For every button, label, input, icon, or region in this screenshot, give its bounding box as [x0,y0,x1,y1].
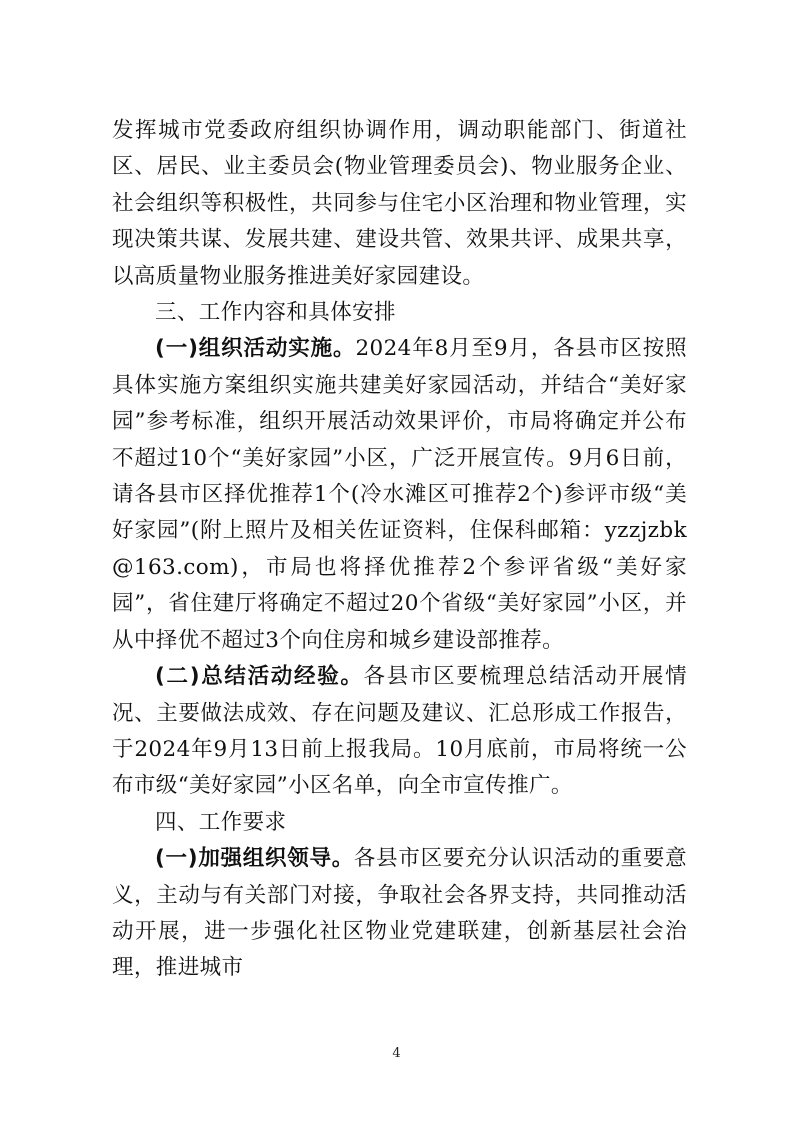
page-number: 4 [392,1046,401,1061]
section-3-item-1-lead: (一)组织活动实施。 [155,336,356,362]
section-4-item-1 [112,841,687,987]
section-3-item-1 [112,331,687,659]
section-3-item-2 [112,659,687,805]
section-4-item-1-lead: (一)加强组织领导。 [155,846,354,872]
section-3-item-1-body: 2024年8月至9月，各县市区按照具体实施方案组织实施共建美好家园活动，并结合“美好家园”参考标准，组织开展活动效果评价，市局将确定并公布不超过10个“美好家园”小区，广泛开展宣传。9月6日前，请各县市区择优推荐1个(冷水滩区可推荐2个)参评市级“美好家园”(附上照片及相关佐证资料，住保科邮箱：yzzjzbk@163.com)，市局也将择优推荐2个参评省级“美好家园”，省住建厅将确定不超过20个省级“美好家园”小区，并从中择优不超过3个向住房和城乡建设部推荐。 [112,336,688,653]
section-4-heading: 四、工作要求 [155,809,287,835]
section-3-item-2-lead: (二)总结活动经验。 [155,664,364,690]
section-3-heading: 三、工作内容和具体安排 [155,300,396,326]
section-4-item-1-body: 各县市区要充分认识活动的重要意义，主动与有关部门对接，争取社会各界支持，共同推动活动开展，进一步强化社区物业党建联建，创新基层社会治理，推进城市 [112,846,687,981]
section-3-item-2-body: 各县市区要梳理总结活动开展情况、主要做法成效、存在问题及建议、汇总形成工作报告，于2024年9月13日前上报我局。10月底前，市局将统一公布市级“美好家园”小区名单，向全市宣传推广。 [112,664,688,799]
document-body [112,113,687,987]
intro-paragraph: 发挥城市党委政府组织协调作用，调动职能部门、街道社区、居民、业主委员会(物业管理委员会)、物业服务企业、社会组织等积极性，共同参与住宅小区治理和物业管理，实现决策共谋、发展共建、建设共管、效果共评、成果共享，以高质量物业服务推进美好家园建设。 [112,118,687,289]
